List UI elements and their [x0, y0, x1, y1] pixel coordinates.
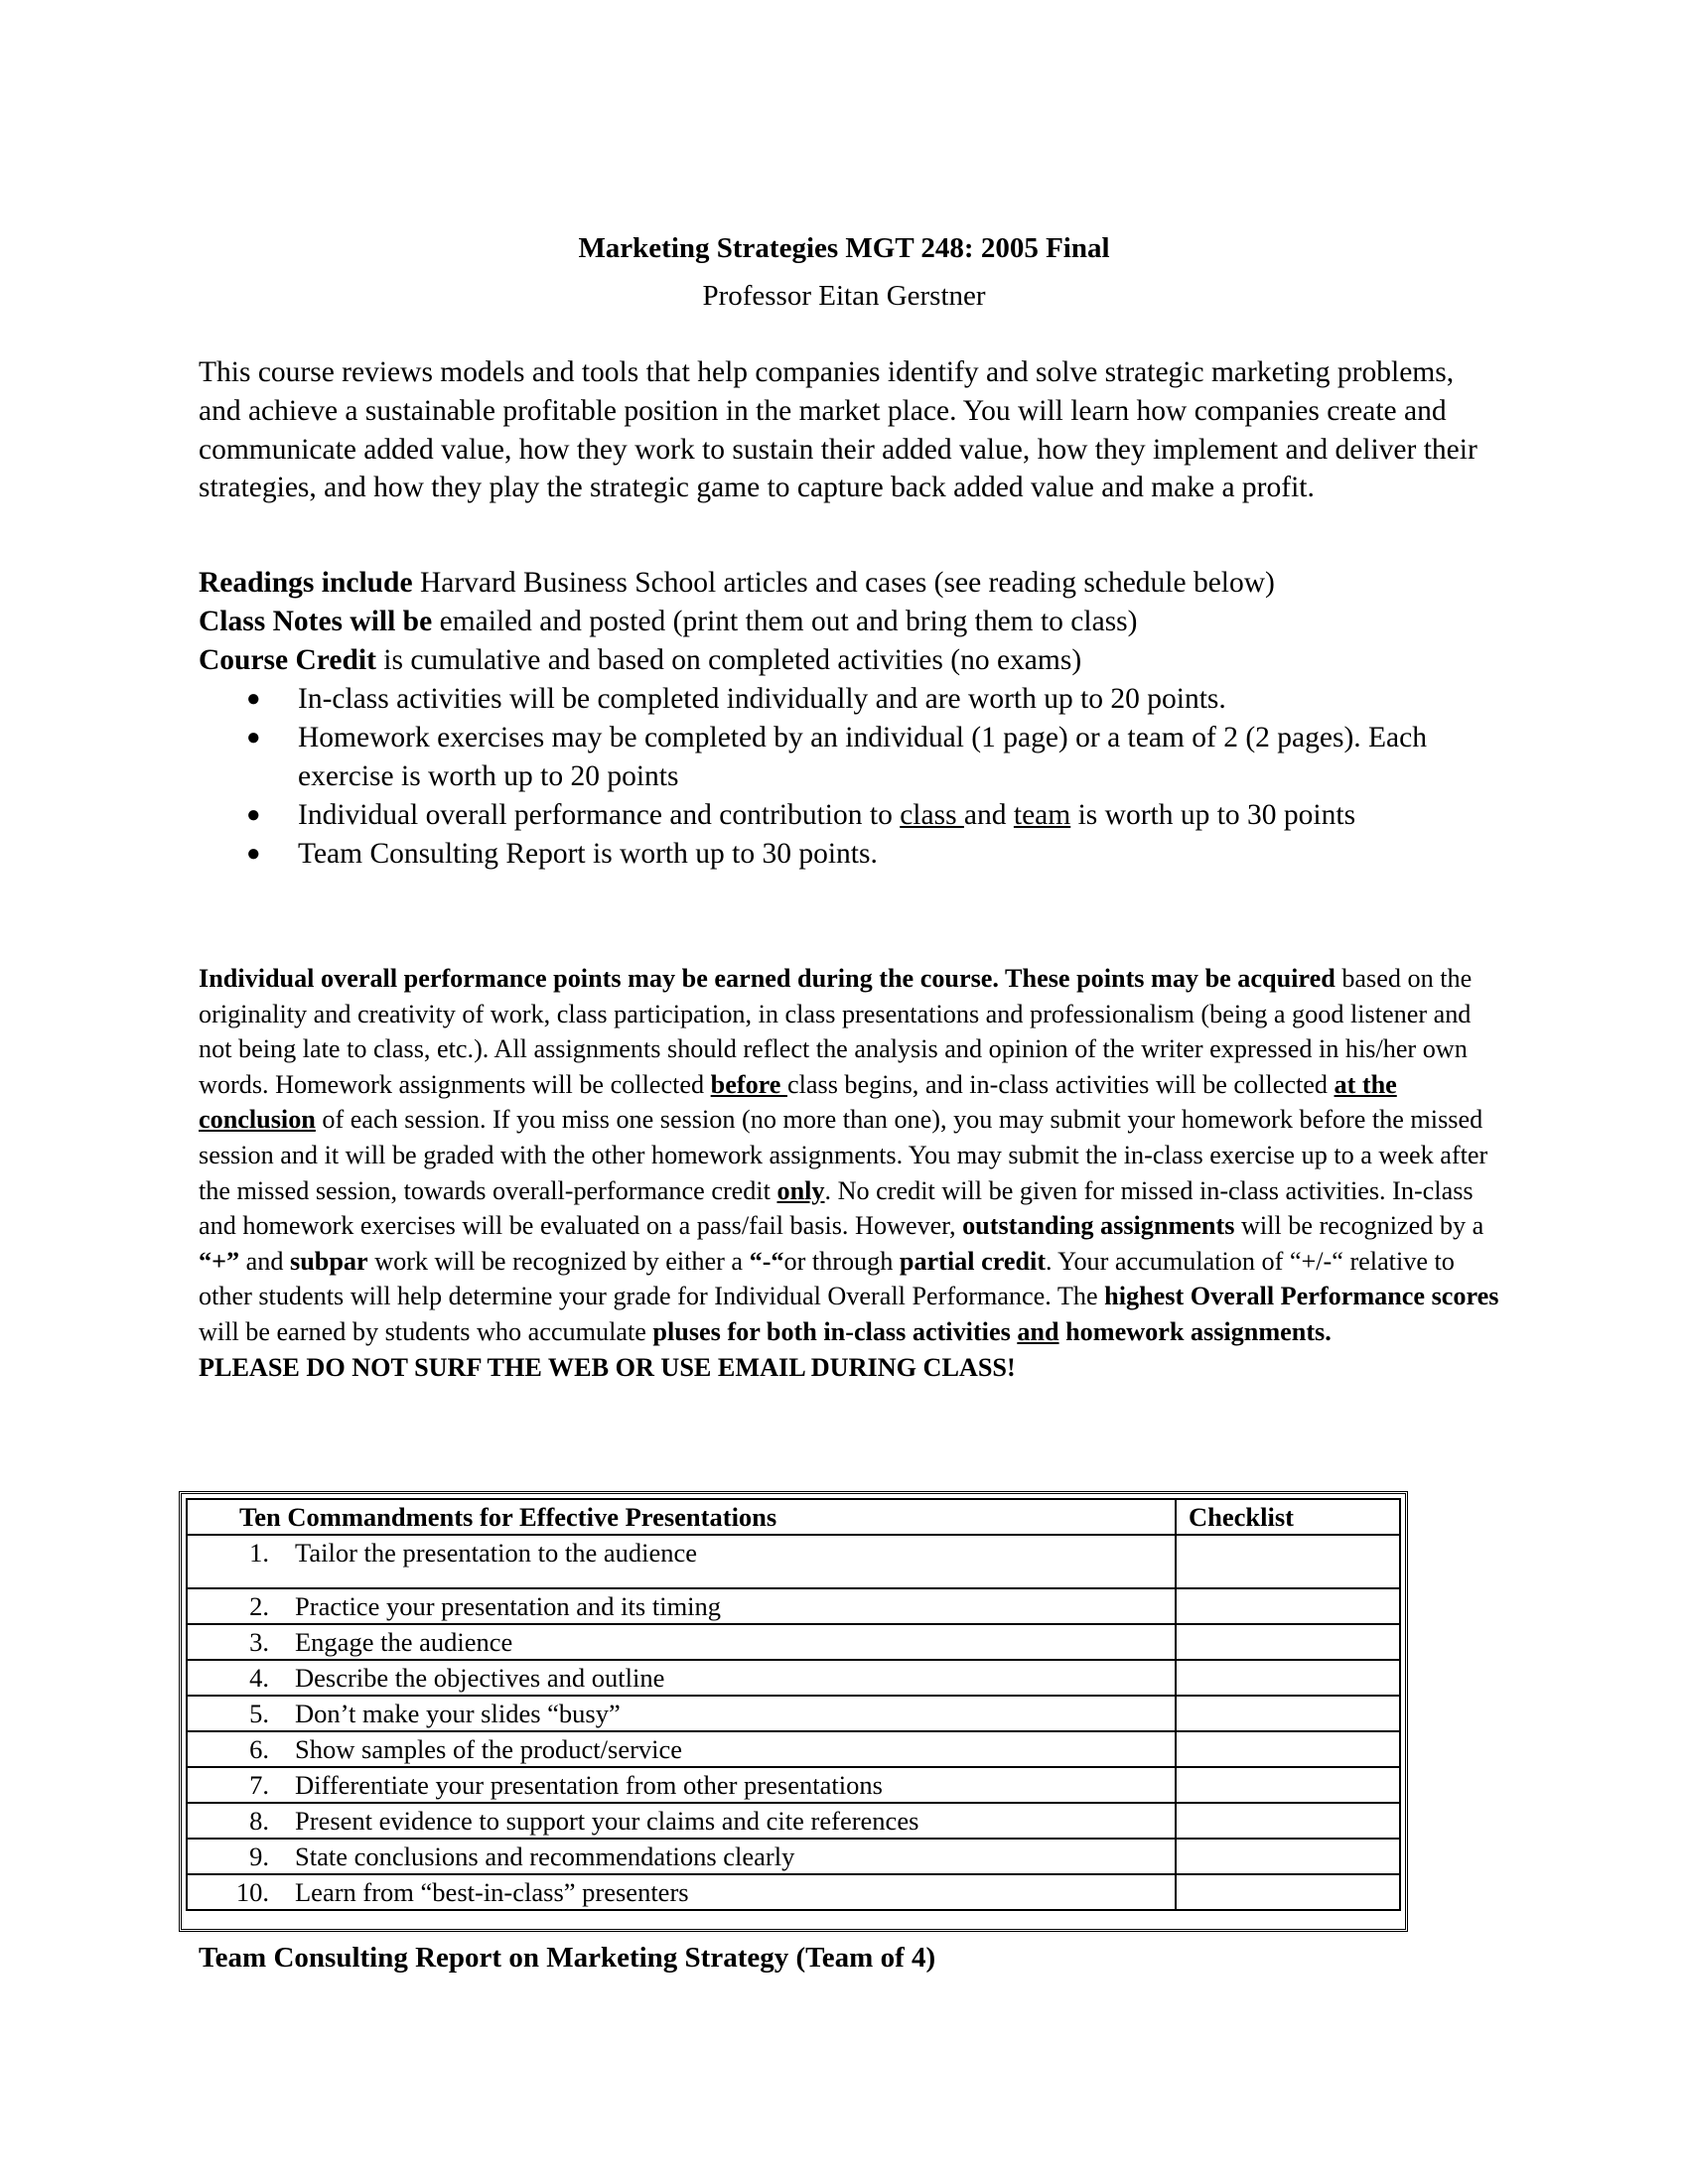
checklist-cell[interactable]: [1176, 1624, 1400, 1660]
team-underlined: team: [1013, 799, 1071, 831]
commandment-text: Don’t make your slides “busy”: [283, 1696, 1176, 1731]
commandment-number: 7.: [187, 1767, 283, 1803]
checklist-cell[interactable]: [1176, 1874, 1400, 1910]
commandment-text: Learn from “best-in-class” presenters: [283, 1874, 1176, 1910]
credit-bullet-list: [199, 680, 1489, 874]
commandment-text: State conclusions and recommendations clearly: [283, 1839, 1176, 1874]
credit-bullet-item: [199, 719, 1489, 796]
policy-text: work will be recognized by either a: [367, 1246, 750, 1276]
table-row: [187, 1874, 1400, 1910]
policy-text: or through: [783, 1246, 900, 1276]
policy-text: based on the originality and creativity of work, class participation, in class presentations and professionalism (being a good listener and not being late to class, etc.). All assignments should reflect the analysis and opinion of the writer expressed in his/her own words. Homework assignments will be collected: [199, 964, 1473, 1099]
table-row: [187, 1660, 1400, 1696]
commandment-number: 5.: [187, 1696, 283, 1731]
checklist-cell[interactable]: [1176, 1731, 1400, 1767]
bullet-icon: ●: [246, 802, 261, 828]
commandment-number: 8.: [187, 1803, 283, 1839]
policy-bold: Individual overall performance points may be earned during the course. These points may be acquired: [199, 964, 1336, 993]
commandments-table: [186, 1498, 1401, 1911]
course-description: This course reviews models and tools that help companies identify and solve strategic marketing problems, and achieve a sustainable profitable position in the market place. You will learn how companies create and communicate added value, how they work to sustain their added value, how they implement and deliver their strategies, and how they play the strategic game to capture back added value and make a profit.: [199, 356, 1477, 504]
policy-text: . Your accumulation of “+/-“ relative to other students will help determine your grade for Individual Overall Performance. The: [199, 1246, 1455, 1311]
performance-policy: [199, 961, 1499, 1385]
policy-text: will be earned by students who accumulate: [199, 1316, 653, 1346]
policy-text: . No credit will be given for missed in-class activities. In-class and homework exercises will be evaluated on a pass/fail basis. However,: [199, 1175, 1474, 1241]
bullet-icon: ●: [246, 686, 261, 712]
checklist-header: Checklist: [1176, 1499, 1400, 1535]
credit-bullet-item: [199, 680, 1489, 719]
class-underlined: class: [900, 799, 964, 831]
policy-text: and: [239, 1246, 291, 1276]
table-row: [187, 1588, 1400, 1624]
policy-emphasis: before: [710, 1069, 787, 1099]
commandment-number: 3.: [187, 1624, 283, 1660]
policy-bold: pluses for both in-class activities: [652, 1316, 1018, 1346]
policy-text: class begins, and in-class activities will be collected: [786, 1069, 1335, 1099]
team-report-heading: Team Consulting Report on Marketing Strategy (Team of 4): [199, 1942, 936, 1974]
commandment-number: 10.: [187, 1874, 283, 1910]
table-row: [187, 1731, 1400, 1767]
checklist-cell[interactable]: [1176, 1588, 1400, 1624]
credit-bullet-text: Homework exercises may be completed by an individual (1 page) or a team of 2 (2 pages). Each exercise is worth up to 20 points: [298, 722, 1427, 792]
table-row: [187, 1767, 1400, 1803]
credit-bullet-text: Team Consulting Report is worth up to 30 points.: [298, 838, 878, 870]
policy-emphasis: at the conclusion: [199, 1069, 1397, 1135]
course-credit-line: [199, 641, 1489, 680]
policy-bold: highest Overall Performance scores: [1104, 1282, 1499, 1311]
readings-text: Harvard Business School articles and cases (see reading schedule below): [412, 567, 1275, 599]
commandment-number: 2.: [187, 1588, 283, 1624]
checklist-cell[interactable]: [1176, 1696, 1400, 1731]
policy-bold: homework assignments.: [1058, 1316, 1332, 1346]
course-info-section: [199, 564, 1489, 874]
credit-bullet-text: Individual overall performance and contribution to: [298, 799, 901, 831]
credit-bullet-item: [199, 796, 1489, 835]
commandment-number: 9.: [187, 1839, 283, 1874]
commandment-text: Show samples of the product/service: [283, 1731, 1176, 1767]
table-row: [187, 1535, 1400, 1588]
bullet-icon: ●: [246, 841, 261, 867]
table-header-row: [187, 1499, 1400, 1535]
commandment-text: Practice your presentation and its timing: [283, 1588, 1176, 1624]
class-notes-line: [199, 603, 1489, 641]
credit-bullet-text: In-class activities will be completed individually and are worth up to 20 points.: [298, 683, 1226, 715]
credit-bullet-text: is worth up to 30 points: [1070, 799, 1356, 831]
commandment-text: Describe the objectives and outline: [283, 1660, 1176, 1696]
commandment-number: 4.: [187, 1660, 283, 1696]
checklist-cell[interactable]: [1176, 1660, 1400, 1696]
credit-bullet-text: and: [963, 799, 1014, 831]
commandment-text: Engage the audience: [283, 1624, 1176, 1660]
policy-emphasis: only: [776, 1175, 825, 1205]
readings-label: Readings include: [199, 567, 413, 599]
credit-bullet-item: [199, 835, 1489, 874]
commandments-table-frame: [179, 1491, 1408, 1932]
commandments-header: Ten Commandments for Effective Presentations: [187, 1499, 1176, 1535]
table-row: [187, 1803, 1400, 1839]
policy-bold: outstanding assignments: [962, 1211, 1235, 1241]
checklist-cell[interactable]: [1176, 1839, 1400, 1874]
checklist-cell[interactable]: [1176, 1767, 1400, 1803]
commandment-text: Tailor the presentation to the audience: [283, 1535, 1176, 1588]
table-row: [187, 1696, 1400, 1731]
policy-bold: “+”: [199, 1246, 240, 1276]
course-credit-label: Course Credit: [199, 644, 376, 676]
bullet-icon: ●: [246, 725, 261, 751]
policy-bold: “-“: [749, 1246, 784, 1276]
checklist-cell[interactable]: [1176, 1535, 1400, 1588]
document-title: Marketing Strategies MGT 248: 2005 Final: [578, 232, 1110, 264]
checklist-cell[interactable]: [1176, 1803, 1400, 1839]
no-web-warning: PLEASE DO NOT SURF THE WEB OR USE EMAIL DURING CLASS!: [199, 1352, 1016, 1382]
commandment-number: 1.: [187, 1535, 283, 1588]
commandment-number: 6.: [187, 1731, 283, 1767]
commandment-text: Differentiate your presentation from other presentations: [283, 1767, 1176, 1803]
class-notes-label: Class Notes will be: [199, 606, 433, 637]
policy-text: of each session. If you miss one session (no more than one), you may submit your homework before the missed session and it will be graded with the other homework assignments. You may submit the in-class exercise up to a week after the missed session, towards overall-performance credit: [199, 1105, 1488, 1205]
professor-name: Professor Eitan Gerstner: [702, 280, 986, 312]
policy-bold: subpar: [290, 1246, 368, 1276]
policy-bold: partial credit: [899, 1246, 1047, 1276]
course-credit-text: is cumulative and based on completed activities (no exams): [375, 644, 1082, 676]
policy-emphasis: and: [1017, 1316, 1059, 1346]
class-notes-text: emailed and posted (print them out and bring them to class): [432, 606, 1138, 637]
commandment-text: Present evidence to support your claims and cite references: [283, 1803, 1176, 1839]
table-row: [187, 1839, 1400, 1874]
readings-line: [199, 564, 1489, 603]
policy-text: will be recognized by a: [1234, 1211, 1484, 1241]
table-row: [187, 1624, 1400, 1660]
